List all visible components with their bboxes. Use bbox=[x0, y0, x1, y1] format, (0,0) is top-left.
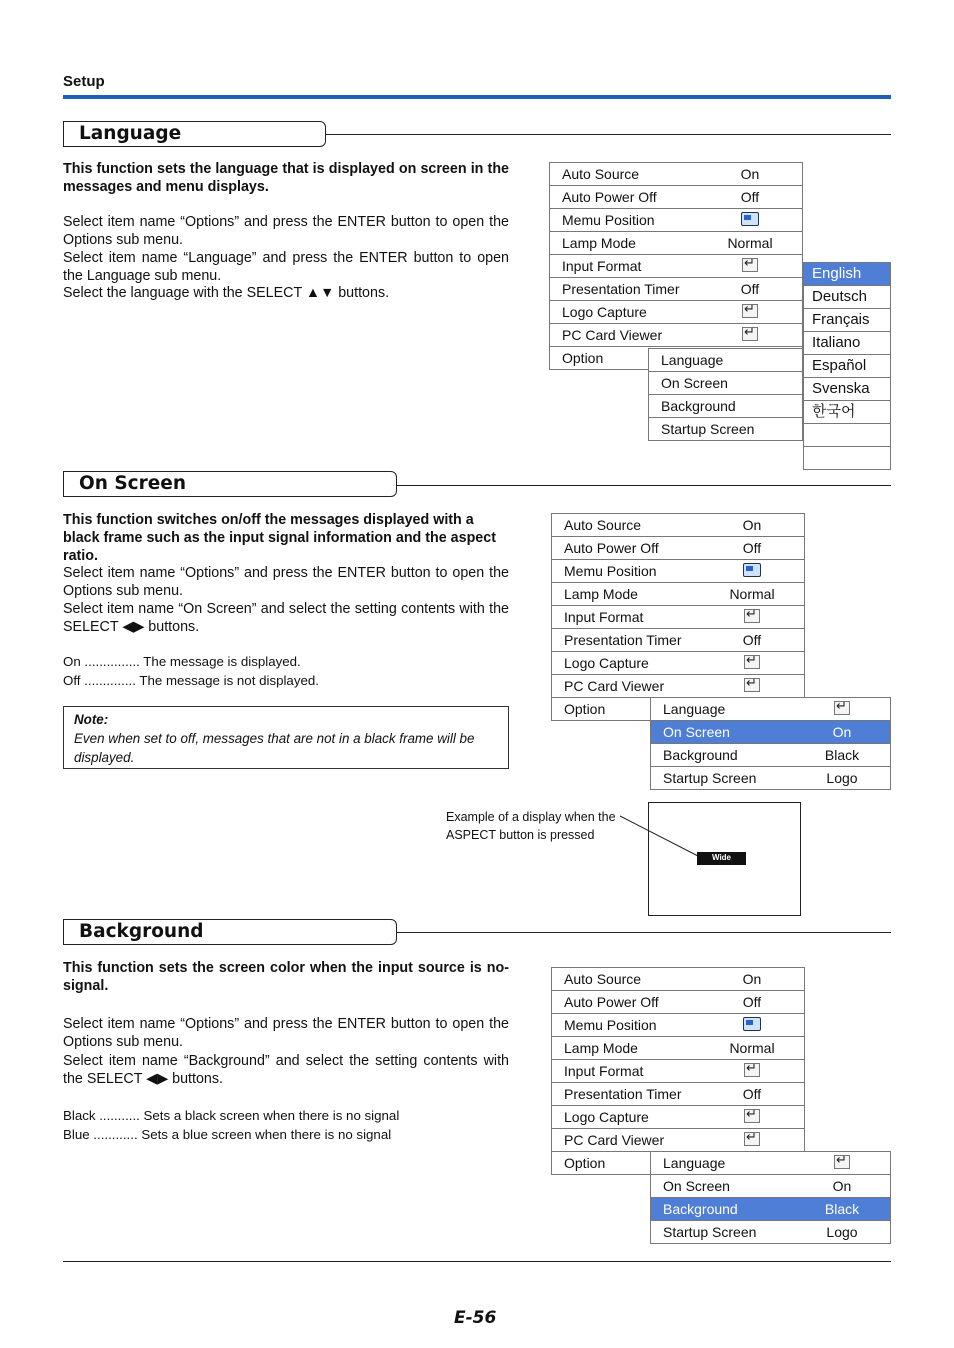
main-menu-item-label: Auto Source bbox=[564, 517, 642, 533]
enter-icon bbox=[742, 258, 758, 272]
option-submenu-item-label: Startup Screen bbox=[663, 770, 757, 786]
enter-icon bbox=[742, 304, 758, 318]
option-submenu-item-label: Language bbox=[663, 701, 726, 717]
background-option-black: Black ........... Sets a black screen when there is no signal bbox=[63, 1108, 400, 1123]
main-menu-item-label: Logo Capture bbox=[564, 1109, 649, 1125]
option-submenu-item-label: Background bbox=[663, 1201, 738, 1217]
main-menu-item[interactable] bbox=[550, 301, 802, 324]
onscreen-rule bbox=[397, 485, 891, 486]
position-icon bbox=[743, 563, 761, 577]
main-menu-item-label: PC Card Viewer bbox=[564, 678, 665, 694]
main-menu-item-value: Normal bbox=[729, 1040, 775, 1056]
main-menu-item-label: Auto Power Off bbox=[564, 540, 659, 556]
main-menu-item-label: PC Card Viewer bbox=[562, 327, 663, 343]
enter-icon bbox=[744, 655, 760, 669]
main-menu-item-value: Off bbox=[742, 632, 762, 648]
main-menu-3 bbox=[551, 967, 805, 1175]
language-title: Language bbox=[63, 121, 326, 147]
option-submenu-2 bbox=[650, 697, 891, 790]
example-caption-1: Example of a display when the bbox=[446, 810, 616, 824]
main-menu-item-label: Memu Position bbox=[564, 563, 657, 579]
onscreen-title: On Screen bbox=[63, 471, 397, 497]
main-menu-1 bbox=[549, 162, 803, 370]
language-p2: Select item name “Language” and press the ENTER button to open the Language sub menu. bbox=[63, 250, 509, 284]
main-menu-item-label: Presentation Timer bbox=[564, 1086, 682, 1102]
header-rule bbox=[63, 95, 891, 99]
main-menu-item[interactable] bbox=[550, 163, 802, 186]
language-p1: Select item name “Options” and press the ENTER button to open the Options sub menu. bbox=[63, 214, 509, 248]
option-submenu-item-value: Logo bbox=[826, 1224, 858, 1240]
option-submenu-item[interactable] bbox=[649, 372, 802, 395]
main-menu-item-value: On bbox=[742, 971, 762, 987]
main-menu-item-value: Off bbox=[742, 540, 762, 556]
main-menu-item-label: Memu Position bbox=[562, 212, 655, 228]
main-menu-item-label: Input Format bbox=[564, 609, 644, 625]
main-menu-2 bbox=[551, 513, 805, 721]
enter-icon bbox=[744, 1109, 760, 1123]
onscreen-p1: Select item name “Options” and press the ENTER button to open the Options sub menu. bbox=[63, 565, 509, 599]
onscreen-option-off: Off .............. The message is not displayed. bbox=[63, 673, 319, 688]
option-submenu-item[interactable] bbox=[651, 1221, 890, 1243]
background-p2: Select item name “Background” and select the setting contents with the SELECT ◀▶ buttons. bbox=[63, 1053, 509, 1087]
option-submenu-item[interactable] bbox=[649, 395, 802, 418]
main-menu-item[interactable] bbox=[552, 606, 804, 629]
onscreen-intro: This function switches on/off the messages displayed with a black frame such as the input signal information and the aspect ratio. bbox=[63, 512, 496, 564]
note-text: Even when set to off, messages that are not in a black frame will be displayed. bbox=[74, 731, 475, 765]
language-p3: Select the language with the SELECT ▲▼ buttons. bbox=[63, 285, 390, 301]
option-submenu-item-label: Background bbox=[661, 398, 736, 414]
main-menu-item[interactable] bbox=[552, 560, 804, 583]
main-menu-item-label: Option bbox=[564, 1155, 606, 1171]
language-option[interactable]: Deutsch bbox=[804, 286, 890, 309]
language-option[interactable]: 한국어 bbox=[804, 401, 890, 424]
enter-icon bbox=[834, 1155, 850, 1169]
enter-icon bbox=[744, 1063, 760, 1077]
enter-icon bbox=[744, 678, 760, 692]
note-title: Note: bbox=[74, 712, 109, 727]
main-menu-item[interactable] bbox=[552, 675, 804, 698]
language-option[interactable]: Français bbox=[804, 309, 890, 332]
background-title: Background bbox=[63, 919, 397, 945]
enter-icon bbox=[742, 327, 758, 341]
main-menu-item[interactable] bbox=[552, 1083, 804, 1106]
main-menu-item-value: Off bbox=[742, 994, 762, 1010]
main-menu-item-label: Presentation Timer bbox=[564, 632, 682, 648]
main-menu-item-label: Auto Power Off bbox=[564, 994, 659, 1010]
option-submenu-item-value: On bbox=[832, 724, 852, 740]
main-menu-item-value: Off bbox=[740, 189, 760, 205]
main-menu-item[interactable] bbox=[552, 1037, 804, 1060]
main-menu-item[interactable] bbox=[550, 324, 802, 347]
main-menu-item[interactable] bbox=[552, 968, 804, 991]
main-menu-item[interactable] bbox=[552, 1060, 804, 1083]
main-menu-item[interactable] bbox=[552, 583, 804, 606]
main-menu-item[interactable] bbox=[550, 278, 802, 301]
main-menu-item[interactable] bbox=[550, 209, 802, 232]
main-menu-item-label: Presentation Timer bbox=[562, 281, 680, 297]
background-rule bbox=[397, 932, 891, 933]
option-submenu-item-label: Language bbox=[663, 1155, 726, 1171]
footer-rule bbox=[63, 1261, 891, 1262]
main-menu-item-label: Logo Capture bbox=[564, 655, 649, 671]
language-option[interactable] bbox=[804, 424, 890, 447]
position-icon bbox=[743, 1017, 761, 1031]
main-menu-item-value: On bbox=[742, 517, 762, 533]
main-menu-item-value: Normal bbox=[729, 586, 775, 602]
onscreen-p2: Select item name “On Screen” and select the setting contents with the SELECT ◀▶ buttons. bbox=[63, 601, 509, 635]
main-menu-item-label: Memu Position bbox=[564, 1017, 657, 1033]
section-header: Setup bbox=[63, 73, 105, 90]
option-submenu-item[interactable] bbox=[651, 1198, 890, 1221]
option-submenu-item[interactable] bbox=[649, 418, 802, 440]
language-option[interactable] bbox=[804, 447, 890, 469]
language-rule bbox=[326, 134, 891, 135]
main-menu-item[interactable] bbox=[552, 1014, 804, 1037]
enter-icon bbox=[744, 1132, 760, 1146]
option-submenu-item[interactable] bbox=[651, 1175, 890, 1198]
main-menu-item-label: Logo Capture bbox=[562, 304, 647, 320]
language-option[interactable]: Svenska bbox=[804, 378, 890, 401]
main-menu-item-label: Lamp Mode bbox=[564, 1040, 638, 1056]
language-option[interactable]: Italiano bbox=[804, 332, 890, 355]
language-option[interactable]: English bbox=[804, 263, 890, 286]
option-submenu-item-label: On Screen bbox=[661, 375, 728, 391]
wide-tag: Wide bbox=[697, 852, 746, 865]
main-menu-item-value: Off bbox=[740, 281, 760, 297]
main-menu-item-value: Off bbox=[742, 1086, 762, 1102]
main-menu-item[interactable] bbox=[550, 232, 802, 255]
main-menu-item-label: Auto Source bbox=[564, 971, 642, 987]
main-menu-item-label: PC Card Viewer bbox=[564, 1132, 665, 1148]
enter-icon bbox=[834, 701, 850, 715]
option-submenu-1 bbox=[648, 348, 803, 441]
main-menu-item-value: On bbox=[740, 166, 760, 182]
language-intro: This function sets the language that is displayed on screen in the messages and menu displays. bbox=[63, 161, 509, 195]
option-submenu-item[interactable] bbox=[651, 744, 890, 767]
option-submenu-item-label: Background bbox=[663, 747, 738, 763]
option-submenu-item[interactable] bbox=[651, 698, 890, 721]
main-menu-item-label: Option bbox=[564, 701, 606, 717]
option-submenu-item-value: Black bbox=[824, 747, 860, 763]
main-menu-item-label: Input Format bbox=[562, 258, 642, 274]
page-number: E-56 bbox=[454, 1308, 497, 1328]
option-submenu-item-value: Logo bbox=[826, 770, 858, 786]
main-menu-item[interactable] bbox=[552, 514, 804, 537]
main-menu-item-label: Lamp Mode bbox=[564, 586, 638, 602]
main-menu-item[interactable] bbox=[552, 1129, 804, 1152]
main-menu-item-label: Auto Source bbox=[562, 166, 640, 182]
enter-icon bbox=[744, 609, 760, 623]
option-submenu-item-label: Startup Screen bbox=[663, 1224, 757, 1240]
main-menu-item[interactable] bbox=[552, 629, 804, 652]
option-submenu-item-value: Black bbox=[824, 1201, 860, 1217]
language-list bbox=[803, 262, 891, 470]
option-submenu-item-label: Startup Screen bbox=[661, 421, 755, 437]
main-menu-item[interactable] bbox=[552, 537, 804, 560]
option-submenu-item-label: On Screen bbox=[663, 1178, 730, 1194]
option-submenu-item[interactable] bbox=[651, 767, 890, 789]
language-option[interactable]: Español bbox=[804, 355, 890, 378]
main-menu-item-label: Input Format bbox=[564, 1063, 644, 1079]
option-submenu-item[interactable] bbox=[651, 721, 890, 744]
main-menu-item[interactable] bbox=[550, 255, 802, 278]
main-menu-item-label: Auto Power Off bbox=[562, 189, 657, 205]
background-intro: This function sets the screen color when the input source is no-signal. bbox=[63, 960, 509, 994]
option-submenu-item-value: On bbox=[832, 1178, 852, 1194]
main-menu-item[interactable] bbox=[550, 186, 802, 209]
option-submenu-item[interactable] bbox=[649, 349, 802, 372]
option-submenu-3 bbox=[650, 1151, 891, 1244]
note-box bbox=[63, 706, 509, 769]
main-menu-item-label: Lamp Mode bbox=[562, 235, 636, 251]
option-submenu-item[interactable] bbox=[651, 1152, 890, 1175]
position-icon bbox=[741, 212, 759, 226]
option-submenu-item-label: Language bbox=[661, 352, 724, 368]
main-menu-item[interactable] bbox=[552, 1106, 804, 1129]
main-menu-item[interactable] bbox=[552, 991, 804, 1014]
onscreen-option-on: On ............... The message is displayed. bbox=[63, 654, 301, 669]
option-submenu-item-label: On Screen bbox=[663, 724, 730, 740]
background-option-blue: Blue ............ Sets a blue screen when there is no signal bbox=[63, 1127, 392, 1142]
main-menu-item[interactable] bbox=[552, 652, 804, 675]
main-menu-item-value: Normal bbox=[727, 235, 773, 251]
example-caption-2: ASPECT button is pressed bbox=[446, 828, 595, 842]
background-p1: Select item name “Options” and press the ENTER button to open the Options sub menu. bbox=[63, 1016, 509, 1050]
main-menu-item-label: Option bbox=[562, 350, 604, 366]
